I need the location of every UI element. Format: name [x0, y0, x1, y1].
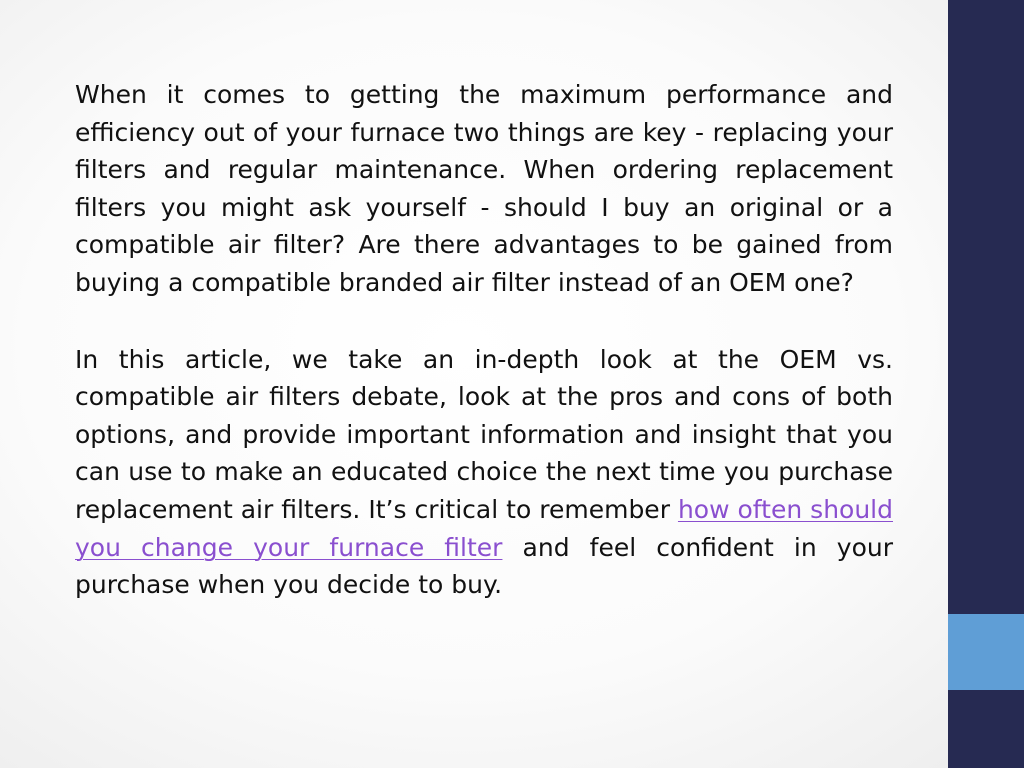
article-text-after-link: and feel confident in your purchase when you decide to buy. [75, 532, 893, 600]
furnace-filter-link[interactable]: how often should you change your furnace filter [75, 494, 893, 562]
sidebar-accent-block [948, 614, 1024, 690]
intro-paragraph: When it comes to getting the maximum performance and efficiency out of your furnace two things are key - replacing your filters and regular maintenance. When ordering replacement filters you might ask yourself - should I buy an original or a compatible air filter? Are there advantages to be gained from buying a compatible branded air filter instead of an OEM one? [75, 80, 893, 297]
right-sidebar-bar [948, 0, 1024, 768]
article-paragraph [75, 341, 893, 604]
article-text-before-link: In this article, we take an in-depth look at the OEM vs. compatible air filters debate, look at the pros and cons of both options, and provide important information and insight that you can use to make an educated choice the next time you purchase replacement air filters. It’s critical to remember [75, 344, 893, 524]
text-content [75, 76, 893, 604]
